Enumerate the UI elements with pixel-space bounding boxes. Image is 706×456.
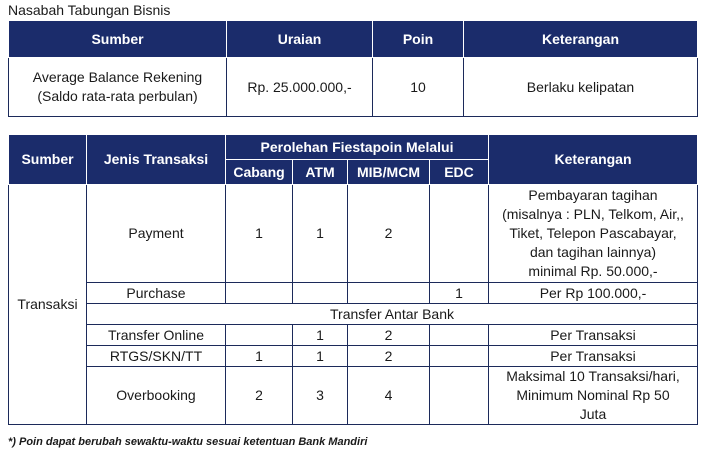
cell-sumber — [9, 58, 227, 117]
cell-jenis: Transfer Online — [87, 325, 226, 346]
cell-mib: 2 — [348, 346, 430, 367]
header-keterangan: Keterangan — [464, 21, 698, 58]
header-keterangan: Keterangan — [489, 135, 698, 185]
sumber-line: Average Balance Rekening — [32, 69, 203, 85]
header-sumber: Sumber — [9, 21, 227, 58]
cell-edc: 1 — [430, 283, 489, 304]
table-row — [9, 185, 698, 283]
table-row — [9, 58, 698, 117]
cell-poin: 10 — [373, 58, 464, 117]
ket-line: Pembayaran tagihan — [528, 187, 658, 203]
ket-line: Minimum Nominal Rp 50 — [516, 387, 670, 403]
cell-cabang: 1 — [226, 346, 293, 367]
cell-keterangan: Per Rp 100.000,- — [489, 283, 698, 304]
cell-sumber-transaksi: Transaksi — [9, 185, 87, 425]
cell-atm — [293, 283, 348, 304]
header-edc: EDC — [430, 160, 489, 185]
header-cabang: Cabang — [226, 160, 293, 185]
ket-line: dan tagihan lainnya) — [529, 244, 657, 260]
cell-cabang: 1 — [226, 185, 293, 283]
ket-line: Maksimal 10 Transaksi/hari, — [506, 368, 680, 384]
ket-line: minimal Rp. 50.000,- — [528, 263, 658, 279]
balance-table — [8, 20, 698, 117]
cell-mib: 2 — [348, 325, 430, 346]
table-row — [9, 346, 698, 367]
cell-keterangan — [489, 185, 698, 283]
table-row — [9, 325, 698, 346]
header-atm: ATM — [293, 160, 348, 185]
cell-uraian: Rp. 25.000.000,- — [227, 58, 373, 117]
header-jenis-transaksi: Jenis Transaksi — [87, 135, 226, 185]
cell-keterangan: Per Transaksi — [489, 346, 698, 367]
cell-transfer-group: Transfer Antar Bank — [87, 304, 698, 325]
cell-edc — [430, 185, 489, 283]
cell-cabang — [226, 283, 293, 304]
header-poin: Poin — [373, 21, 464, 58]
table-row — [9, 283, 698, 304]
header-mib-mcm: MIB/MCM — [348, 160, 430, 185]
sumber-line: (Saldo rata-rata perbulan) — [37, 88, 198, 104]
footnote: *) Poin dapat berubah sewaktu-waktu sesuai ketentuan Bank Mandiri — [8, 436, 368, 448]
cell-atm: 1 — [293, 346, 348, 367]
cell-keterangan: Per Transaksi — [489, 325, 698, 346]
ket-line: Tiket, Telepon Pascabayar, — [509, 225, 677, 241]
cell-keterangan: Berlaku kelipatan — [464, 58, 698, 117]
cell-jenis: Overbooking — [87, 367, 226, 425]
cell-atm: 1 — [293, 325, 348, 346]
table-row — [9, 367, 698, 425]
cell-keterangan — [489, 367, 698, 425]
cell-edc — [430, 346, 489, 367]
cell-edc — [430, 367, 489, 425]
table-caption: Nasabah Tabungan Bisnis — [8, 2, 171, 18]
cell-jenis: RTGS/SKN/TT — [87, 346, 226, 367]
table-row — [9, 304, 698, 325]
header-sumber: Sumber — [9, 135, 87, 185]
ket-line: (misalnya : PLN, Telkom, Air,, — [502, 206, 684, 222]
transaction-table — [8, 134, 698, 425]
cell-mib: 2 — [348, 185, 430, 283]
header-perolehan: Perolehan Fiestapoin Melalui — [226, 135, 489, 160]
cell-mib: 4 — [348, 367, 430, 425]
cell-atm: 1 — [293, 185, 348, 283]
cell-cabang — [226, 325, 293, 346]
cell-jenis: Payment — [87, 185, 226, 283]
cell-jenis: Purchase — [87, 283, 226, 304]
header-uraian: Uraian — [227, 21, 373, 58]
cell-edc — [430, 325, 489, 346]
cell-atm: 3 — [293, 367, 348, 425]
ket-line: Juta — [579, 406, 607, 422]
cell-mib — [348, 283, 430, 304]
cell-cabang: 2 — [226, 367, 293, 425]
